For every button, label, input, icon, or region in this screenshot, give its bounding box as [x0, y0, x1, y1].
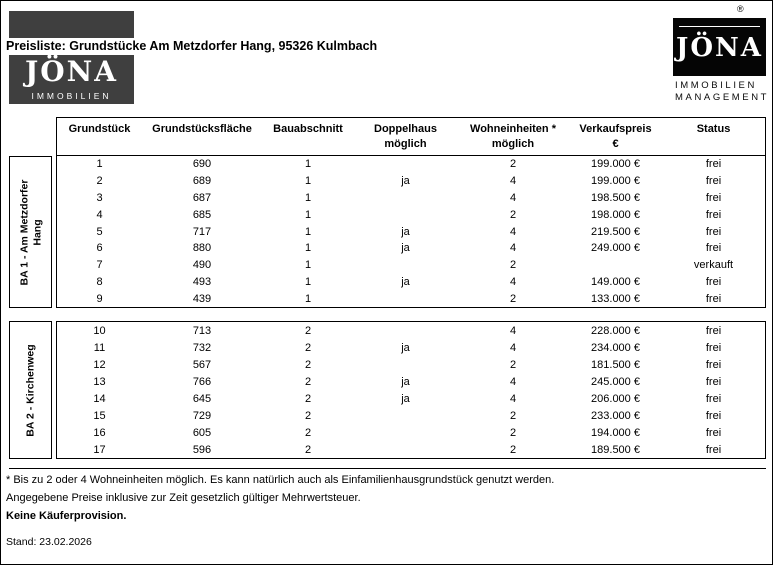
logo-wordmark: JÖNA	[676, 33, 763, 63]
cell-wohneinheiten: 4	[509, 341, 517, 354]
table-row	[57, 223, 765, 240]
cell-grundstueck: 15	[93, 409, 106, 422]
cell-verkaufspreis: 219.500 €	[591, 225, 640, 238]
footnote-mehrwertsteuer: Angegebene Preise inklusive zur Zeit gesetzlich gültiger Mehrwertsteuer.	[6, 492, 361, 504]
cell-grundstueck: 14	[93, 392, 106, 405]
cell-status: frei	[705, 375, 722, 388]
cell-doppelhaus: ja	[401, 225, 410, 238]
cell-grundstuecksflaeche: 685	[192, 208, 212, 221]
cell-grundstuecksflaeche: 689	[192, 175, 212, 188]
cell-bauabschnitt: 1	[304, 292, 312, 305]
cell-grundstueck: 7	[96, 259, 103, 272]
cell-bauabschnitt: 1	[304, 259, 312, 272]
cell-wohneinheiten: 4	[509, 324, 517, 337]
cell-status: frei	[705, 292, 722, 305]
logo-subtitle-management: MANAGEMENT	[675, 92, 770, 103]
cell-verkaufspreis: 194.000 €	[591, 426, 640, 439]
cell-bauabschnitt: 2	[304, 375, 312, 388]
table-row	[57, 273, 765, 290]
cell-grundstuecksflaeche: 732	[192, 341, 212, 354]
cell-bauabschnitt: 2	[304, 409, 312, 422]
cell-bauabschnitt: 1	[304, 175, 312, 188]
section-label-ba1: BA 1 - Am Metzdorfer Hang	[17, 179, 43, 285]
cell-status: frei	[705, 358, 722, 371]
logo-rule	[679, 26, 760, 27]
table-row	[57, 390, 765, 407]
cell-grundstuecksflaeche: 605	[192, 426, 212, 439]
cell-wohneinheiten: 4	[509, 375, 517, 388]
table-row	[57, 407, 765, 424]
table-row	[57, 156, 765, 173]
column-header-status: Status	[696, 123, 731, 135]
cell-verkaufspreis: 206.000 €	[591, 392, 640, 405]
cell-doppelhaus: ja	[401, 175, 410, 188]
table-row	[57, 290, 765, 307]
cell-status: frei	[705, 191, 722, 204]
price-table-section-ba2	[56, 321, 766, 459]
logo-subtitle: IMMOBILIEN	[31, 91, 112, 101]
table-row	[57, 173, 765, 190]
cell-grundstueck: 11	[93, 341, 106, 354]
cell-verkaufspreis: 233.000 €	[591, 409, 640, 422]
table-row	[57, 257, 765, 274]
cell-bauabschnitt: 1	[304, 158, 312, 171]
cell-status: frei	[705, 426, 722, 439]
joena-immobilien-logo	[9, 11, 134, 104]
table-row	[57, 190, 765, 207]
cell-verkaufspreis: 199.000 €	[591, 175, 640, 188]
cell-status: verkauft	[693, 259, 734, 272]
cell-grundstuecksflaeche: 880	[192, 242, 212, 255]
cell-doppelhaus: ja	[401, 392, 410, 405]
cell-status: frei	[705, 341, 722, 354]
cell-grundstuecksflaeche: 439	[192, 292, 212, 305]
cell-verkaufspreis: 198.500 €	[591, 191, 640, 204]
table-header-row	[57, 118, 765, 156]
cell-doppelhaus: ja	[401, 375, 410, 388]
cell-wohneinheiten: 4	[509, 175, 517, 188]
column-header-grundstuecksflaeche: Grundstücksfläche	[152, 123, 252, 135]
cell-status: frei	[705, 242, 722, 255]
section-label-ba2: BA 2 - Kirchenweg	[24, 343, 36, 437]
cell-grundstueck: 17	[93, 443, 106, 456]
cell-status: frei	[705, 275, 722, 288]
cell-grundstueck: 8	[96, 275, 103, 288]
cell-status: frei	[705, 443, 722, 456]
cell-doppelhaus: ja	[401, 242, 410, 255]
cell-verkaufspreis: 181.500 €	[591, 358, 640, 371]
cell-verkaufspreis: 228.000 €	[591, 324, 640, 337]
logo-subtitle-immobilien: IMMOBILIEN	[675, 80, 757, 91]
cell-bauabschnitt: 2	[304, 324, 312, 337]
column-header-grundstueck: Grundstück	[68, 123, 131, 135]
cell-wohneinheiten: 4	[509, 242, 517, 255]
cell-bauabschnitt: 1	[304, 275, 312, 288]
cell-wohneinheiten: 4	[509, 191, 517, 204]
table-row	[57, 206, 765, 223]
cell-status: frei	[705, 208, 722, 221]
cell-status: frei	[705, 324, 722, 337]
cell-grundstueck: 5	[96, 225, 103, 238]
cell-grundstuecksflaeche: 645	[192, 392, 212, 405]
table-row	[57, 322, 765, 339]
cell-wohneinheiten: 2	[509, 358, 517, 371]
cell-grundstueck: 2	[96, 175, 103, 188]
stand-date: Stand: 23.02.2026	[6, 536, 92, 548]
cell-grundstuecksflaeche: 729	[192, 409, 212, 422]
cell-wohneinheiten: 4	[509, 392, 517, 405]
table-rows-ba1	[57, 156, 765, 307]
cell-grundstueck: 10	[93, 324, 106, 337]
cell-wohneinheiten: 2	[509, 292, 517, 305]
table-row	[57, 373, 765, 390]
cell-wohneinheiten: 2	[509, 208, 517, 221]
cell-grundstuecksflaeche: 766	[192, 375, 212, 388]
cell-status: frei	[705, 175, 722, 188]
cell-grundstueck: 4	[96, 208, 103, 221]
cell-bauabschnitt: 2	[304, 443, 312, 456]
cell-wohneinheiten: 4	[509, 225, 517, 238]
cell-verkaufspreis: 245.000 €	[591, 375, 640, 388]
cell-wohneinheiten: 2	[509, 158, 517, 171]
column-header-wohneinheiten: Wohneinheiten * möglich	[470, 123, 556, 150]
cell-status: frei	[705, 392, 722, 405]
cell-verkaufspreis: 234.000 €	[591, 341, 640, 354]
cell-grundstuecksflaeche: 567	[192, 358, 212, 371]
cell-verkaufspreis: 249.000 €	[591, 242, 640, 255]
cell-wohneinheiten: 4	[509, 275, 517, 288]
table-row	[57, 240, 765, 257]
footer-divider	[9, 468, 766, 469]
cell-grundstueck: 1	[96, 158, 103, 171]
cell-bauabschnitt: 1	[304, 191, 312, 204]
cell-wohneinheiten: 2	[509, 409, 517, 422]
cell-grundstueck: 3	[96, 191, 103, 204]
cell-bauabschnitt: 2	[304, 358, 312, 371]
cell-bauabschnitt: 1	[304, 225, 312, 238]
cell-bauabschnitt: 1	[304, 242, 312, 255]
joena-management-logo	[673, 18, 766, 76]
cell-verkaufspreis: 199.000 €	[591, 158, 640, 171]
logo-wordmark: JÖNA	[25, 55, 118, 88]
cell-grundstuecksflaeche: 690	[192, 158, 212, 171]
table-row	[57, 339, 765, 356]
cell-wohneinheiten: 2	[509, 443, 517, 456]
table-row	[57, 441, 765, 458]
cell-grundstuecksflaeche: 717	[192, 225, 212, 238]
column-header-bauabschnitt: Bauabschnitt	[273, 123, 343, 135]
cell-wohneinheiten: 2	[509, 259, 517, 272]
cell-grundstueck: 13	[93, 375, 106, 388]
cell-grundstuecksflaeche: 493	[192, 275, 212, 288]
cell-grundstuecksflaeche: 687	[192, 191, 212, 204]
cell-status: frei	[705, 409, 722, 422]
cell-status: frei	[705, 225, 722, 238]
cell-grundstueck: 16	[93, 426, 106, 439]
cell-bauabschnitt: 2	[304, 392, 312, 405]
cell-grundstuecksflaeche: 490	[192, 259, 212, 272]
cell-bauabschnitt: 2	[304, 426, 312, 439]
table-row	[57, 356, 765, 373]
cell-verkaufspreis: 198.000 €	[591, 208, 640, 221]
page-title: Preisliste: Grundstücke Am Metzdorfer Hang, 95326 Kulmbach	[5, 38, 382, 55]
cell-verkaufspreis: 189.500 €	[591, 443, 640, 456]
cell-wohneinheiten: 2	[509, 426, 517, 439]
price-table-section-ba1	[56, 117, 766, 308]
column-header-verkaufspreis: Verkaufspreis €	[579, 123, 652, 150]
column-header-doppelhaus: Doppelhaus möglich	[374, 123, 437, 150]
cell-grundstuecksflaeche: 596	[192, 443, 212, 456]
cell-status: frei	[705, 158, 722, 171]
cell-grundstueck: 9	[96, 292, 103, 305]
cell-doppelhaus: ja	[401, 275, 410, 288]
cell-bauabschnitt: 2	[304, 341, 312, 354]
footnote-wohneinheiten: * Bis zu 2 oder 4 Wohneinheiten möglich. Es kann natürlich auch als Einfamilienhausgrundstück genutzt werden.	[6, 474, 555, 486]
table-rows-ba2	[57, 322, 765, 458]
cell-verkaufspreis: 133.000 €	[591, 292, 640, 305]
logo-subtitle-block	[675, 80, 769, 104]
cell-doppelhaus: ja	[401, 341, 410, 354]
cell-bauabschnitt: 1	[304, 208, 312, 221]
cell-grundstueck: 6	[96, 242, 103, 255]
cell-grundstuecksflaeche: 713	[192, 324, 212, 337]
cell-grundstueck: 12	[93, 358, 106, 371]
cell-verkaufspreis: 149.000 €	[591, 275, 640, 288]
table-row	[57, 424, 765, 441]
footnote-kaeuferprovision: Keine Käuferprovision.	[6, 510, 127, 522]
registered-trademark-icon: ®	[737, 4, 744, 14]
